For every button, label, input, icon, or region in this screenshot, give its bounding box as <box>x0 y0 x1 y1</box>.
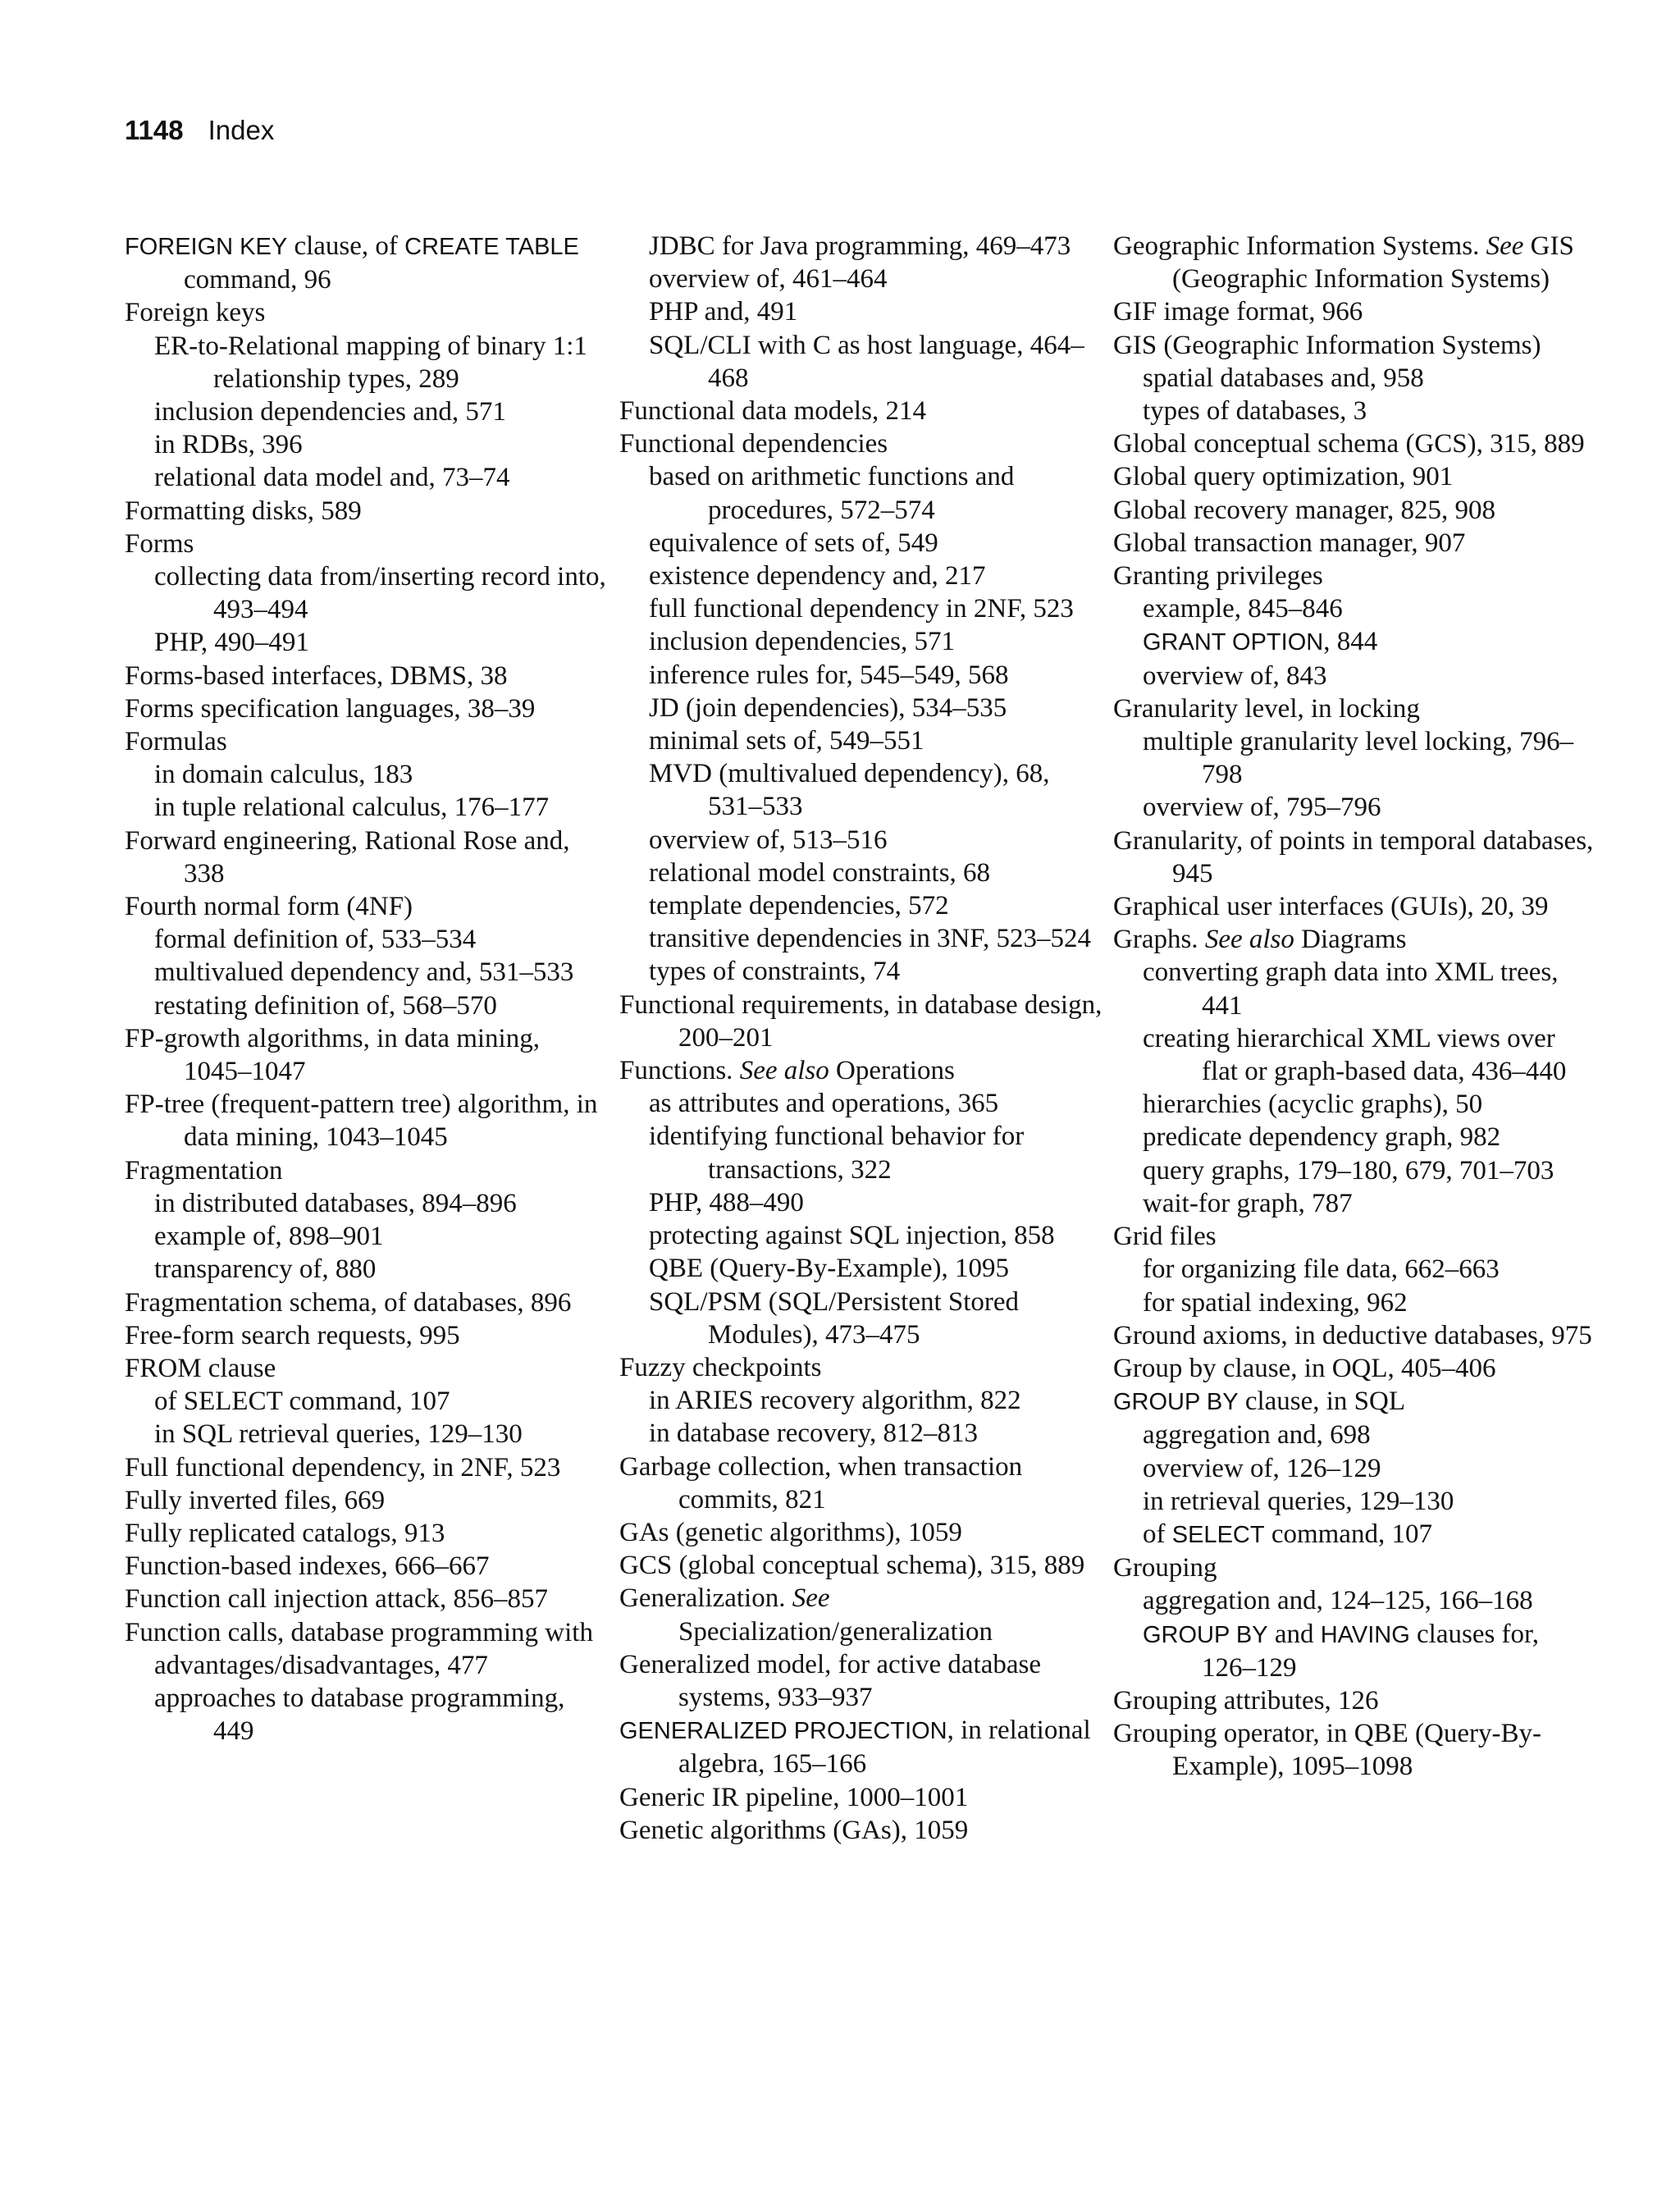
index-text: Functional requirements, in database design, 200–201 <box>619 989 1102 1053</box>
index-text: Group by clause, in OQL, 405–406 <box>1113 1353 1496 1383</box>
index-entry <box>1113 329 1597 362</box>
index-text: Forms-based interfaces, DBMS, 38 <box>125 660 508 691</box>
index-text: Full functional dependency, in 2NF, 523 <box>125 1452 561 1482</box>
index-text: full functional dependency in 2NF, 523 <box>649 594 1074 624</box>
index-text: formal definition of, 533–534 <box>154 925 477 955</box>
index-text: equivalence of sets of, 549 <box>649 528 938 558</box>
index-text: in database recovery, 812–813 <box>649 1419 979 1449</box>
index-text: FOREIGN KEY <box>125 234 288 260</box>
index-subentry <box>1113 725 1597 791</box>
index-subentry <box>1113 1121 1597 1154</box>
index-entry <box>125 1484 609 1517</box>
index-text: Fragmentation <box>125 1155 283 1186</box>
index-subentry <box>619 692 1103 724</box>
index-text: Foreign keys <box>125 298 266 328</box>
index-entry <box>125 1550 609 1583</box>
index-text: minimal sets of, 549–551 <box>649 726 924 756</box>
index-text: PHP and, 491 <box>649 297 798 327</box>
index-subentry <box>125 1682 609 1747</box>
index-subentry <box>619 889 1103 922</box>
index-entry <box>125 528 609 560</box>
index-text: HAVING <box>1320 1621 1410 1648</box>
index-subentry <box>125 923 609 956</box>
index-text: GENERALIZED PROJECTION <box>619 1718 947 1745</box>
index-text: FP-tree (frequent-pattern tree) algorithm, in data mining, 1043–1045 <box>125 1090 598 1153</box>
index-entry <box>619 1648 1103 1714</box>
index-text: See <box>792 1583 830 1614</box>
index-subentry <box>125 1649 609 1682</box>
index-subentry <box>1113 1618 1597 1684</box>
index-column-3 <box>1113 230 1597 1784</box>
index-text: example of, 898–901 <box>154 1222 384 1252</box>
index-text: FP-growth algorithms, in data mining, 1045–1047 <box>125 1023 540 1087</box>
index-text: Diagrams <box>1294 925 1407 955</box>
index-text: Granting privileges <box>1113 561 1323 592</box>
index-text: See <box>1486 231 1524 261</box>
index-entry <box>619 1814 1103 1847</box>
index-text: Functions. <box>619 1056 740 1086</box>
index-entry <box>125 692 609 725</box>
index-entry <box>619 1450 1103 1516</box>
index-text: Forward engineering, Rational Rose and, 338 <box>125 825 570 889</box>
index-entry <box>125 296 609 329</box>
index-text: See also <box>1204 925 1294 955</box>
index-entry <box>125 890 609 923</box>
index-text: , in relational algebra, 165–166 <box>678 1715 1091 1779</box>
index-subentry <box>1113 362 1597 395</box>
index-text: Forms <box>125 528 194 559</box>
index-entry <box>1113 1220 1597 1253</box>
index-entry <box>125 1352 609 1385</box>
index-text: protecting against SQL injection, 858 <box>649 1221 1055 1251</box>
index-text: multivalued dependency and, 531–533 <box>154 957 574 988</box>
index-entry <box>125 1451 609 1484</box>
index-text: Graphs. <box>1113 925 1205 955</box>
index-entry <box>1113 1684 1597 1717</box>
index-subentry <box>619 460 1103 526</box>
index-text: Granularity, of points in temporal databases, 945 <box>1113 825 1594 889</box>
index-entry <box>125 1616 609 1649</box>
index-entry <box>619 1549 1103 1582</box>
index-entry <box>125 495 609 528</box>
index-text: JD (join dependencies), 534–535 <box>649 692 1007 723</box>
index-text: Garbage collection, when transaction commits, 821 <box>619 1451 1023 1514</box>
index-text: command, 96 <box>184 265 331 295</box>
index-text: for organizing file data, 662–663 <box>1143 1254 1500 1285</box>
index-text: advantages/disadvantages, 477 <box>154 1650 488 1680</box>
index-subentry <box>619 560 1103 592</box>
index-text: Generalized model, for active database systems, 933–937 <box>619 1649 1041 1712</box>
index-subentry <box>619 1252 1103 1285</box>
index-text: JDBC for Java programming, 469–473 <box>649 231 1071 261</box>
index-subentry <box>125 1418 609 1450</box>
index-entry <box>125 825 609 890</box>
index-text: of <box>1143 1519 1172 1549</box>
index-entry <box>619 1582 1103 1647</box>
index-entry <box>1113 692 1597 725</box>
index-entry <box>125 660 609 692</box>
index-text: based on arithmetic functions and procedures, 572–574 <box>649 462 1015 525</box>
index-subentry <box>125 626 609 659</box>
index-subentry <box>125 758 609 791</box>
index-entry <box>1113 1551 1597 1584</box>
index-subentry <box>619 724 1103 757</box>
index-text: example, 845–846 <box>1143 594 1343 624</box>
index-text: Graphical user interfaces (GUIs), 20, 39 <box>1113 892 1549 922</box>
index-subentry <box>125 560 609 626</box>
index-text: aggregation and, 124–125, 166–168 <box>1143 1586 1533 1616</box>
index-subentry <box>619 922 1103 955</box>
index-subentry <box>1113 1154 1597 1187</box>
index-entry <box>1113 1352 1597 1385</box>
index-entry <box>619 1781 1103 1814</box>
index-text: in domain calculus, 183 <box>154 760 413 790</box>
index-text: inclusion dependencies and, 571 <box>154 397 506 427</box>
index-text: inference rules for, 545–549, 568 <box>649 660 1009 690</box>
index-text: Functional data models, 214 <box>619 396 926 427</box>
index-entry <box>1113 295 1597 328</box>
index-subentry <box>619 955 1103 988</box>
index-subentry <box>619 329 1103 395</box>
index-text: in ARIES recovery algorithm, 822 <box>649 1386 1021 1416</box>
index-subentry <box>619 1384 1103 1417</box>
index-text: Fragmentation schema, of databases, 896 <box>125 1287 572 1318</box>
index-subentry <box>1113 1518 1597 1551</box>
index-subentry <box>1113 660 1597 692</box>
index-text: Ground axioms, in deductive databases, 975 <box>1113 1320 1592 1350</box>
index-entry <box>125 1022 609 1088</box>
index-text: CREATE TABLE <box>404 234 579 260</box>
index-text: of SELECT command, 107 <box>154 1387 450 1417</box>
index-entry <box>619 1054 1103 1087</box>
index-subentry <box>125 461 609 494</box>
index-text: clause, in SQL <box>1238 1387 1406 1417</box>
index-entry <box>619 395 1103 427</box>
index-text: Free-form search requests, 995 <box>125 1320 460 1350</box>
index-text: in retrieval queries, 129–130 <box>1143 1486 1454 1516</box>
index-text: clause, of <box>287 231 405 261</box>
index-text: GIS (Geographic Information Systems) <box>1172 231 1574 295</box>
index-entry <box>619 1351 1103 1384</box>
index-text: overview of, 513–516 <box>649 825 888 855</box>
index-subentry <box>1113 1253 1597 1286</box>
index-text: in distributed databases, 894–896 <box>154 1188 517 1218</box>
index-text: Geographic Information Systems. <box>1113 231 1486 261</box>
index-entry <box>619 989 1103 1054</box>
index-text: Generalization. <box>619 1583 792 1614</box>
index-subentry <box>1113 1584 1597 1617</box>
index-text: and <box>1267 1619 1321 1649</box>
index-entry <box>125 725 609 758</box>
index-text: transitive dependencies in 3NF, 523–524 <box>649 924 1092 954</box>
index-text: Formulas <box>125 727 227 757</box>
index-entry <box>619 1516 1103 1549</box>
index-entry <box>125 1286 609 1319</box>
index-subentry <box>125 989 609 1022</box>
index-text: GAs (genetic algorithms), 1059 <box>619 1517 962 1547</box>
index-subentry <box>1113 395 1597 427</box>
index-text: Specialization/generalization <box>678 1616 993 1647</box>
index-text: Grouping operator, in QBE (Query-By-Example), 1095–1098 <box>1113 1719 1541 1782</box>
index-entry <box>1113 890 1597 923</box>
index-text: SELECT <box>1171 1521 1265 1548</box>
index-text: GROUP BY <box>1113 1389 1239 1416</box>
index-text: overview of, 461–464 <box>649 264 888 295</box>
index-text: as attributes and operations, 365 <box>649 1089 999 1119</box>
index-subentry <box>619 1186 1103 1219</box>
index-column-1 <box>125 230 609 1747</box>
index-subentry <box>619 230 1103 263</box>
index-entry <box>125 1517 609 1550</box>
index-entry <box>1113 1385 1597 1419</box>
index-subentry <box>619 1120 1103 1186</box>
index-subentry <box>619 1219 1103 1252</box>
index-entry <box>1113 494 1597 527</box>
index-text: existence dependency and, 217 <box>649 561 986 592</box>
index-text: command, 107 <box>1264 1519 1432 1549</box>
index-subentry <box>1113 956 1597 1021</box>
page-number: 1148 <box>125 115 184 145</box>
index-subentry <box>619 625 1103 658</box>
index-column-2 <box>619 230 1103 1847</box>
index-text: Fuzzy checkpoints <box>619 1352 822 1382</box>
index-text: GIS (Geographic Information Systems) <box>1113 330 1541 360</box>
index-entry <box>125 1088 609 1154</box>
index-subentry <box>619 757 1103 823</box>
index-subentry <box>125 395 609 428</box>
index-entry <box>125 1583 609 1615</box>
index-entry <box>619 427 1103 460</box>
index-subentry <box>1113 1088 1597 1121</box>
index-entry <box>1113 560 1597 592</box>
index-text: in RDBs, 396 <box>154 430 303 460</box>
index-text: Forms specification languages, 38–39 <box>125 693 536 724</box>
index-text: relational data model and, 73–74 <box>154 463 510 493</box>
index-text: MVD (multivalued dependency), 68, 531–533 <box>649 759 1050 822</box>
index-text: See also <box>739 1056 829 1086</box>
index-text: Fourth normal form (4NF) <box>125 892 413 922</box>
index-text: types of constraints, 74 <box>649 957 901 987</box>
index-subentry <box>1113 1452 1597 1485</box>
index-text: ER-to-Relational mapping of binary 1:1 relationship types, 289 <box>154 331 587 394</box>
index-subentry <box>619 824 1103 857</box>
index-text: for spatial indexing, 962 <box>1143 1287 1408 1318</box>
index-text: GIF image format, 966 <box>1113 297 1363 327</box>
index-subentry <box>619 1417 1103 1450</box>
index-text: Grid files <box>1113 1222 1217 1252</box>
index-text: predicate dependency graph, 982 <box>1143 1122 1501 1153</box>
index-text: Genetic algorithms (GAs), 1059 <box>619 1815 969 1845</box>
index-text: Function call injection attack, 856–857 <box>125 1584 548 1615</box>
index-subentry <box>619 1087 1103 1120</box>
index-text: creating hierarchical XML views over flat or graph-based data, 436–440 <box>1143 1023 1567 1087</box>
index-text: overview of, 795–796 <box>1143 793 1381 823</box>
index-subentry <box>125 1385 609 1418</box>
index-subentry <box>125 956 609 989</box>
running-header <box>125 115 274 161</box>
index-text: Formatting disks, 589 <box>125 496 362 526</box>
index-subentry <box>619 857 1103 889</box>
index-entry <box>1113 527 1597 560</box>
index-entry <box>1113 1319 1597 1352</box>
index-text: aggregation and, 698 <box>1143 1420 1371 1450</box>
index-text: Fully inverted files, 669 <box>125 1485 386 1515</box>
index-text: PHP, 490–491 <box>154 628 309 658</box>
index-text: QBE (Query-By-Example), 1095 <box>649 1254 1009 1284</box>
index-text: SQL/CLI with C as host language, 464–468 <box>649 330 1084 393</box>
index-subentry <box>1113 1286 1597 1319</box>
index-subentry <box>619 263 1103 295</box>
index-subentry <box>125 1187 609 1220</box>
index-text: in tuple relational calculus, 176–177 <box>154 793 550 823</box>
index-text: Global conceptual schema (GCS), 315, 889 <box>1113 429 1585 459</box>
index-text: Function-based indexes, 666–667 <box>125 1551 490 1582</box>
index-text: FROM clause <box>125 1353 276 1383</box>
index-text: query graphs, 179–180, 679, 701–703 <box>1143 1155 1554 1186</box>
index-text: SQL/PSM (SQL/Persistent Stored Modules), 473–475 <box>649 1286 1020 1350</box>
index-subentry <box>125 428 609 461</box>
index-subentry <box>1113 791 1597 824</box>
index-text: converting graph data into XML trees, 441 <box>1143 957 1559 1021</box>
index-subentry <box>619 527 1103 560</box>
index-text: Fully replicated catalogs, 913 <box>125 1518 445 1548</box>
index-text: Global recovery manager, 825, 908 <box>1113 495 1496 525</box>
index-text: types of databases, 3 <box>1143 396 1367 427</box>
index-entry <box>1113 230 1597 295</box>
index-subentry <box>619 1286 1103 1351</box>
section-title: Index <box>208 115 275 145</box>
index-entry <box>1113 427 1597 460</box>
index-text: Grouping <box>1113 1553 1217 1583</box>
index-text: spatial databases and, 958 <box>1143 363 1424 393</box>
index-text: Functional dependencies <box>619 429 888 459</box>
index-subentry <box>619 295 1103 328</box>
index-text: relational model constraints, 68 <box>649 857 991 888</box>
index-text: approaches to database programming, 449 <box>154 1683 565 1747</box>
index-text: transparency of, 880 <box>154 1254 377 1285</box>
index-subentry <box>1113 1419 1597 1451</box>
index-entry <box>1113 825 1597 890</box>
index-text: multiple granularity level locking, 796–798 <box>1143 727 1574 790</box>
index-entry <box>1113 923 1597 956</box>
index-entry <box>1113 460 1597 493</box>
index-text: hierarchies (acyclic graphs), 50 <box>1143 1090 1483 1120</box>
index-text: Generic IR pipeline, 1000–1001 <box>619 1782 969 1812</box>
index-subentry <box>1113 1187 1597 1220</box>
index-text: Function calls, database programming with <box>125 1617 593 1647</box>
index-text: template dependencies, 572 <box>649 891 949 921</box>
index-text: GCS (global conceptual schema), 315, 889 <box>619 1551 1085 1581</box>
index-text: overview of, 126–129 <box>1143 1453 1381 1483</box>
index-text: GRANT OPTION <box>1143 629 1324 656</box>
index-text: inclusion dependencies, 571 <box>649 627 955 657</box>
index-text: Global query optimization, 901 <box>1113 462 1454 492</box>
index-text: collecting data from/inserting record into, 493–494 <box>154 562 606 625</box>
index-text: clauses for, 126–129 <box>1202 1619 1539 1683</box>
index-text: restating definition of, 568–570 <box>154 990 497 1021</box>
index-entry <box>125 1319 609 1352</box>
index-text: identifying functional behavior for transactions, 322 <box>649 1122 1025 1185</box>
index-text: wait-for graph, 787 <box>1143 1188 1353 1218</box>
index-subentry <box>619 659 1103 692</box>
index-subentry <box>1113 1485 1597 1518</box>
index-text: , 844 <box>1323 627 1378 657</box>
index-text: in SQL retrieval queries, 129–130 <box>154 1419 523 1450</box>
index-entry <box>619 1714 1103 1780</box>
index-entry <box>125 230 609 296</box>
index-text: Grouping attributes, 126 <box>1113 1685 1379 1715</box>
index-subentry <box>1113 1022 1597 1088</box>
index-subentry <box>1113 592 1597 625</box>
index-entry <box>1113 1717 1597 1783</box>
index-subentry <box>125 791 609 824</box>
index-text: Granularity level, in locking <box>1113 693 1420 724</box>
index-entry <box>125 1154 609 1187</box>
index-subentry <box>125 1220 609 1253</box>
index-text: overview of, 843 <box>1143 660 1327 691</box>
index-text: Global transaction manager, 907 <box>1113 528 1466 558</box>
index-text: PHP, 488–490 <box>649 1187 804 1217</box>
index-subentry <box>125 1253 609 1286</box>
index-text: GROUP BY <box>1143 1621 1268 1648</box>
index-subentry <box>619 592 1103 625</box>
index-subentry <box>1113 625 1597 659</box>
index-subentry <box>125 330 609 395</box>
index-text: Operations <box>829 1056 955 1086</box>
